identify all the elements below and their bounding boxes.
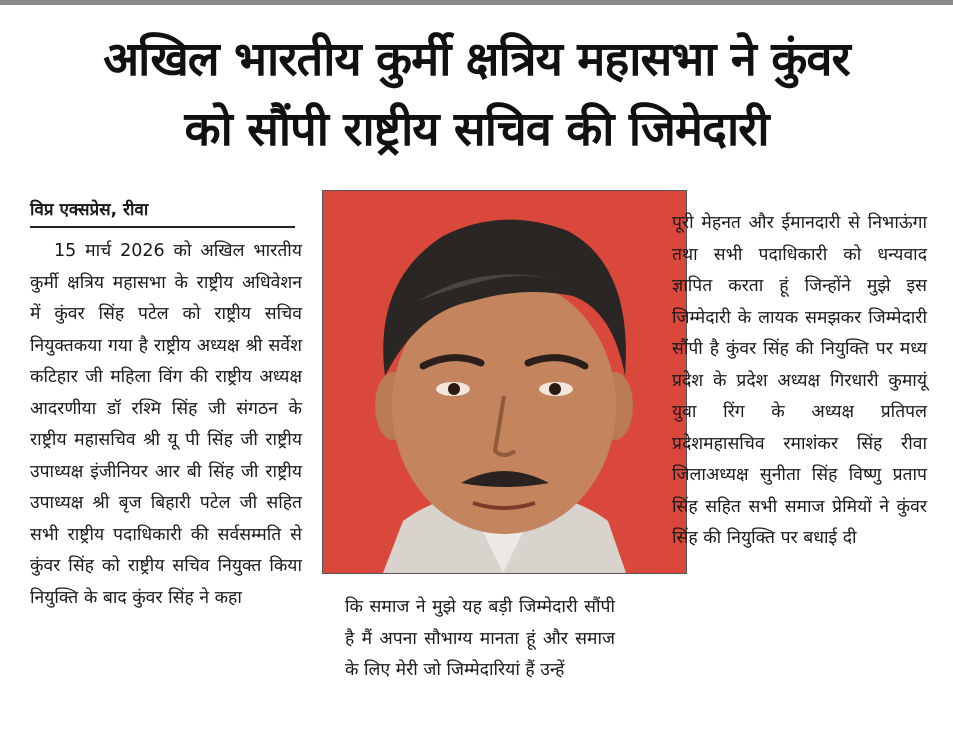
headline-line-2: को सौंपी राष्ट्रीय सचिव की जिमेदारी	[184, 102, 769, 157]
top-rule	[0, 0, 953, 5]
article-column-1	[30, 236, 302, 614]
portrait-photo	[322, 190, 687, 574]
article-column-3	[672, 208, 927, 555]
article-column-2-text: कि समाज ने मुझे यह बड़ी जिम्मेदारी सौंपी है मैं अपना सौभाग्य मानता हूं और समाज के लिए मेरी जो जिम्मेदारियां हैं उन्हें	[345, 597, 615, 680]
article-column-2	[345, 592, 615, 687]
article-column-3-text: पूरी मेहनत और ईमानदारी से निभाऊंगा तथा सभी पदाधिकारी को धन्यवाद ज्ञापित करता हूं जिन्होंने मुझे इस जिम्मेदारी के लायक समझकर जिम्मेदारी सौंपी है कुंवर सिंह की नियुक्ति पर मध्य प्रदेश के प्रदेश अध्यक्ष गिरधारी कुमायूं युवा रिंग के अध्यक्ष प्रतिपल प्रदेशमहासचिव रमाशंकर सिंह रीवा जिलाअध्यक्ष सुनीता सिंह विष्णु प्रताप सिंह सहित सभी समाज प्रेमियों ने कुंवर सिंह की नियुक्ति पर बधाई दी	[672, 213, 927, 548]
article-column-1-text: 15 मार्च 2026 को अखिल भारतीय कुर्मी क्षत्रिय महासभा के राष्ट्रीय अधिवेशन में कुंवर सिंह पटेल को राष्ट्रीय सचिव नियुक्तकया गया है राष्ट्रीय अध्यक्ष श्री सर्वेश कटिहार जी महिला विंग की राष्ट्रीय अध्यक्ष आदरणीया डॉ रश्मि सिंह जी संगठन के राष्ट्रीय महासचिव श्री यू पी सिंह जी राष्ट्रीय उपाध्यक्ष इंजीनियर आर बी सिंह जी राष्ट्रीय उपाध्यक्ष श्री बृज बिहारी पटेल जी सहित सभी राष्ट्रीय पदाधिकारी की सर्वसम्मति से कुंवर सिंह को राष्ट्रीय सचिव नियुक्त किया नियुक्ति के बाद कुंवर सिंह ने कहा	[30, 241, 302, 608]
headline-line-1: अखिल भारतीय कुर्मी क्षत्रिय महासभा ने कुंवर	[103, 32, 850, 87]
byline: विप्र एक्सप्रेस, रीवा	[30, 198, 295, 228]
